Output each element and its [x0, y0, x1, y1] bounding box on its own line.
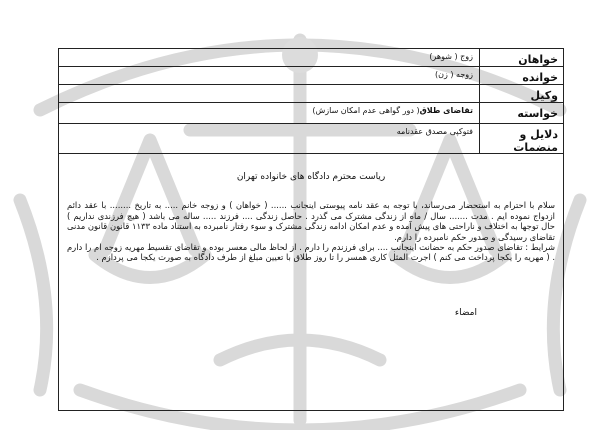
letter-paragraph-2: شرایط : تقاضای صدور حکم به حضانت اینجانب .... برای فرزندم را دارم . از لحاظ مالی معسر بوده و تقاضای تقسیط مهریه زوجه ام را دارم . ( مهریه را یکجا پرداخت می کنم ) اجرت المثل کاری همسر را تا روز طلاق با تعیین مبلغ از طرف دادگاه به صورت یکجا می پردازم .	[67, 242, 555, 263]
applicant-value: زوج ( شوهر)	[429, 52, 473, 61]
applicant-label: خواهان	[479, 49, 563, 66]
respondent-value: زوجه ( زن)	[434, 70, 473, 79]
request-value-rest: ( دور گواهی عدم امکان سازش)	[312, 106, 420, 115]
respondent-label: خوانده	[479, 67, 563, 84]
divorce-petition-form	[58, 48, 564, 411]
request-label: خواسته	[479, 103, 563, 123]
letter-heading: ریاست محترم دادگاه های خانواده تهران	[236, 172, 386, 182]
signature-label: امضاء	[454, 308, 477, 318]
evidence-value: فتوکپی مصدق عقدنامه	[396, 127, 473, 136]
request-value-bold: تقاضای طلاق	[419, 106, 473, 115]
attorney-value	[59, 85, 479, 102]
respondent-row	[59, 67, 563, 85]
letter-body	[59, 154, 563, 410]
letter-paragraph-1: سلام با احترام به استحضار می‌رساند، با توجه به عقد نامه پیوستی اینجانب ...... ( خواهان ) و زوجه خانم ..... به تاریخ ........ با عقد دائم ازدواج نموده ایم . مدت ....... سال / ماه از زندگی مشترک می گذرد . حاصل زندگی .... فرزند ..... ساله می باشد ( هیچ فرزندی نداریم ) حال توجها به اختلاف و ناراحتی های پیش آمده و عدم امکان ادامه زندگی مشترک و سوء رفتار نامبرده به استناد ماده ۱۱۳۳ قانون قانون مدنی تقاضای رسیدگی و صدور حکم نامبرده را دارم.	[67, 200, 555, 242]
evidence-row	[59, 124, 563, 154]
attorney-label: وکیل	[479, 85, 563, 102]
applicant-row	[59, 49, 563, 67]
evidence-label: دلایل و منضمات	[479, 124, 563, 153]
request-value	[59, 103, 479, 123]
attorney-row	[59, 85, 563, 103]
request-row	[59, 103, 563, 124]
